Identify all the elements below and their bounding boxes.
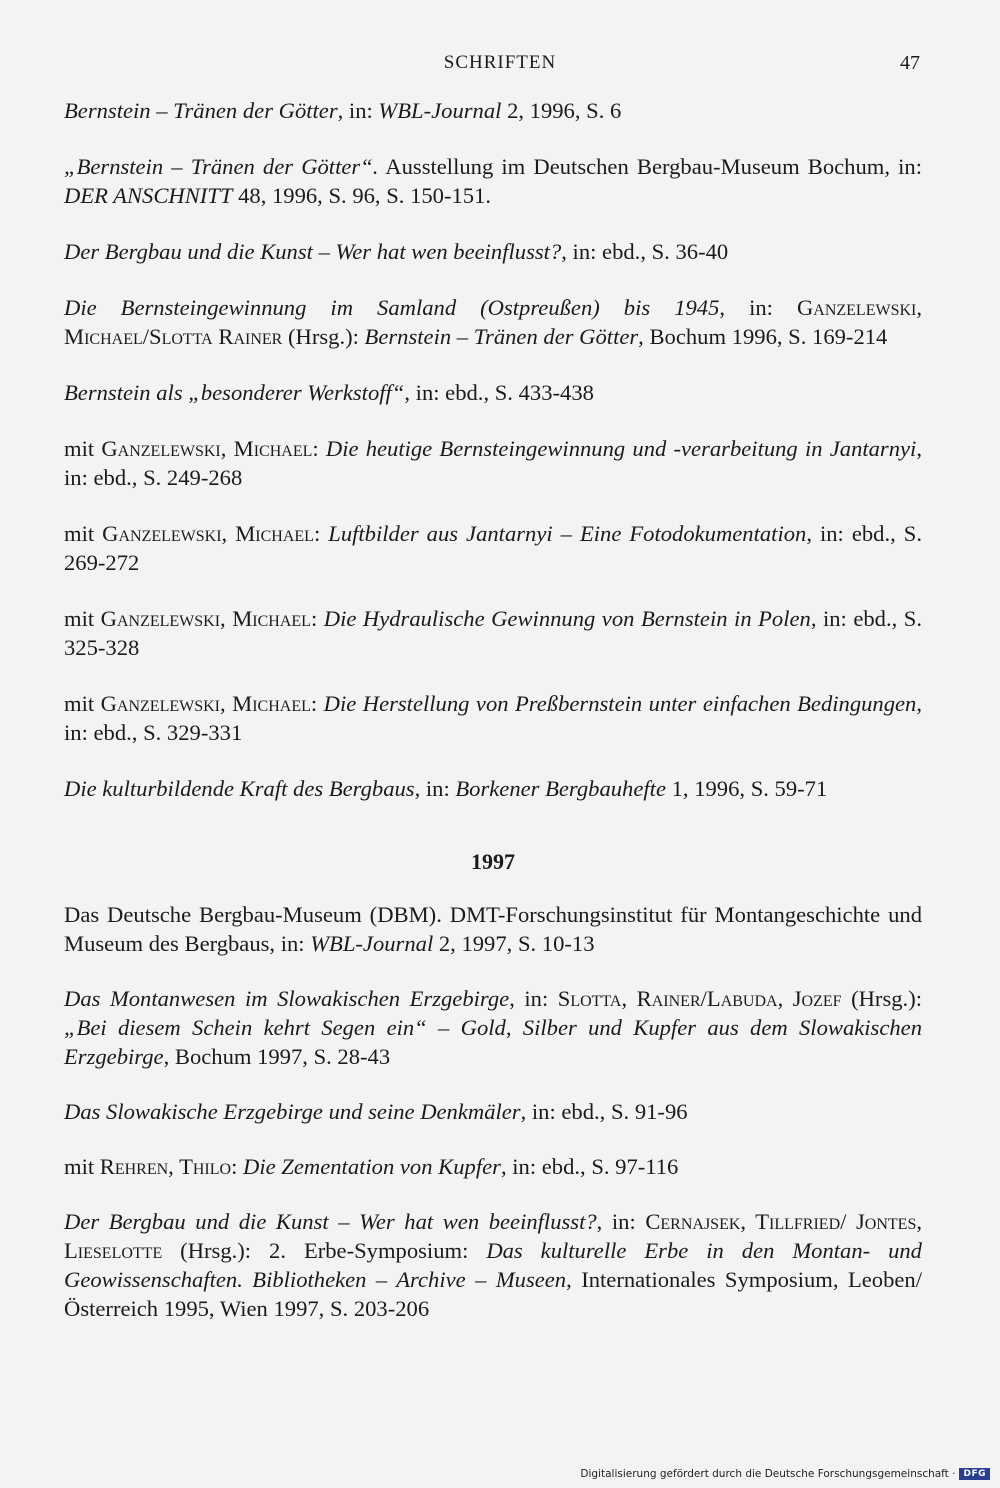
journal: WBL-Journal	[378, 98, 502, 123]
text: , in:	[596, 1209, 646, 1234]
bibliography-entry	[64, 604, 922, 662]
text: , in:	[414, 776, 456, 801]
text: Das Deutsche Bergbau-Museum (DBM). DMT-Forschungsinstitut für Montangeschichte und Museum des Bergbaus, in:	[64, 902, 922, 956]
bibliography-entry	[64, 293, 922, 351]
bibliography-entry	[64, 434, 922, 492]
footer-text: Digitalisierung gefördert durch die Deutsche Forschungsgemeinschaft ·	[580, 1468, 956, 1480]
text: :	[231, 1154, 244, 1179]
bibliography-entry	[64, 1152, 922, 1181]
bibliography-list	[64, 96, 922, 1349]
title: Das Slowakische Erzgebirge und seine Denkmäler	[64, 1099, 521, 1124]
text: , in: ebd., S. 325-328	[64, 606, 922, 660]
title: Bernstein – Tränen der Götter	[64, 98, 338, 123]
coauthor-name: Ganzelewski, Michael	[100, 606, 311, 631]
coauthor-name: Ganzelewski, Michael	[100, 691, 311, 716]
dfg-logo-icon: DFG	[959, 1468, 990, 1480]
text: , in: ebd., S. 249-268	[64, 436, 922, 490]
bibliography-entry	[64, 774, 922, 803]
text: (Hrsg.):	[841, 986, 922, 1011]
bibliography-entry	[64, 1207, 922, 1323]
text: mit	[64, 521, 103, 546]
text: mit	[64, 436, 102, 461]
text: :	[310, 691, 324, 716]
text: , in:	[337, 98, 379, 123]
coauthor-name: Ganzelewski, Michael	[101, 436, 313, 461]
running-head: SCHRIFTEN	[443, 52, 557, 73]
page-header	[0, 52, 1000, 82]
text: , Internationales Symposium, Leoben/Österreich 1995, Wien 1997, S. 203-206	[64, 1267, 922, 1321]
year-heading: 1997	[471, 849, 515, 874]
bibliography-entry	[64, 984, 922, 1071]
text: :	[310, 606, 324, 631]
text: , in: ebd., S. 433-438	[404, 380, 594, 405]
book-title: „Bei diesem Schein kehrt Segen ein“ – Gold, Silber und Kupfer aus dem Slowakischen Erzgebirge	[64, 1015, 922, 1069]
title: Der Bergbau und die Kunst – Wer hat wen beeinflusst?	[64, 239, 562, 264]
title: „Bernstein – Tränen der Götter“.	[64, 154, 379, 179]
title: Der Bergbau und die Kunst – Wer hat wen beeinflusst?	[64, 1209, 597, 1234]
text: 2, 1997, S. 10-13	[433, 931, 595, 956]
title: Das Montanwesen im Slowakischen Erzgebirge	[64, 986, 510, 1011]
text: (Hrsg.):	[282, 324, 365, 349]
digitization-footer	[580, 1468, 990, 1480]
page-number: 47	[900, 52, 920, 74]
text: 2, 1996, S. 6	[501, 98, 622, 123]
coauthor-name: Rehren, Thilo	[99, 1154, 232, 1179]
title: Die Bernsteingewinnung im Samland (Ostpreußen) bis 1945	[64, 295, 720, 320]
editor-names: Slotta, Rainer/Labuda, Jozef	[557, 986, 842, 1011]
bibliography-entry	[64, 689, 922, 747]
title: Die kulturbildende Kraft des Bergbaus	[64, 776, 415, 801]
text: 1, 1996, S. 59-71	[665, 776, 828, 801]
text: , in:	[509, 986, 558, 1011]
journal: WBL-Journal	[310, 931, 434, 956]
text: 48, 1996, S. 96, S. 150-151.	[232, 183, 492, 208]
text: :	[313, 521, 329, 546]
text: , in: ebd., S. 91-96	[520, 1099, 688, 1124]
text: mit	[64, 1154, 100, 1179]
bibliography-entry	[64, 152, 922, 210]
text: , in: ebd., S. 329-331	[64, 691, 922, 745]
text: Ausstellung im Deutschen Bergbau-Museum Bochum, in:	[378, 154, 922, 179]
editor-names: Cernajsek, Tillfried/ Jontes, Lieselotte	[64, 1209, 922, 1263]
journal: Borkener Bergbauhefte	[455, 776, 666, 801]
title: Die heutige Bernsteingewinnung und -verarbeitung in Jantarnyi	[325, 436, 917, 461]
bibliography-entry	[64, 96, 922, 125]
text: :	[312, 436, 326, 461]
bibliography-entry	[64, 378, 922, 407]
text: , in:	[719, 295, 797, 320]
text: , in: ebd., S. 269-272	[64, 521, 922, 575]
text: mit	[64, 606, 101, 631]
book-title: Bernstein – Tränen der Götter	[364, 324, 639, 349]
text: , in: ebd., S. 97-116	[500, 1154, 679, 1179]
bibliography-entry	[64, 237, 922, 266]
coauthor-name: Ganzelewski, Michael	[102, 521, 314, 546]
text: , Bochum 1997, S. 28-43	[163, 1044, 391, 1069]
bibliography-entry	[64, 1097, 922, 1126]
text: mit	[64, 691, 101, 716]
book-title: Das kulturelle Erbe in den Montan- und Geowissenschaften. Bibliotheken – Archive – Museen	[64, 1238, 922, 1292]
text: (Hrsg.): 2. Erbe-Symposium:	[162, 1238, 487, 1263]
title: Bernstein als „besonderer Werkstoff“	[64, 380, 405, 405]
journal: DER ANSCHNITT	[64, 183, 233, 208]
title: Die Zementation von Kupfer	[243, 1154, 501, 1179]
title: Luftbilder aus Jantarnyi – Eine Fotodokumentation	[328, 521, 807, 546]
text: , in: ebd., S. 36-40	[561, 239, 729, 264]
title: Die Herstellung von Preßbernstein unter einfachen Bedingungen	[323, 691, 917, 716]
bibliography-entry	[64, 900, 922, 958]
title: Die Hydraulische Gewinnung von Bernstein in Polen	[323, 606, 811, 631]
editor-names: Ganzelewski, Michael/Slotta Rainer	[64, 295, 923, 349]
bibliography-entry	[64, 519, 922, 577]
text: , Bochum 1996, S. 169-214	[638, 324, 888, 349]
